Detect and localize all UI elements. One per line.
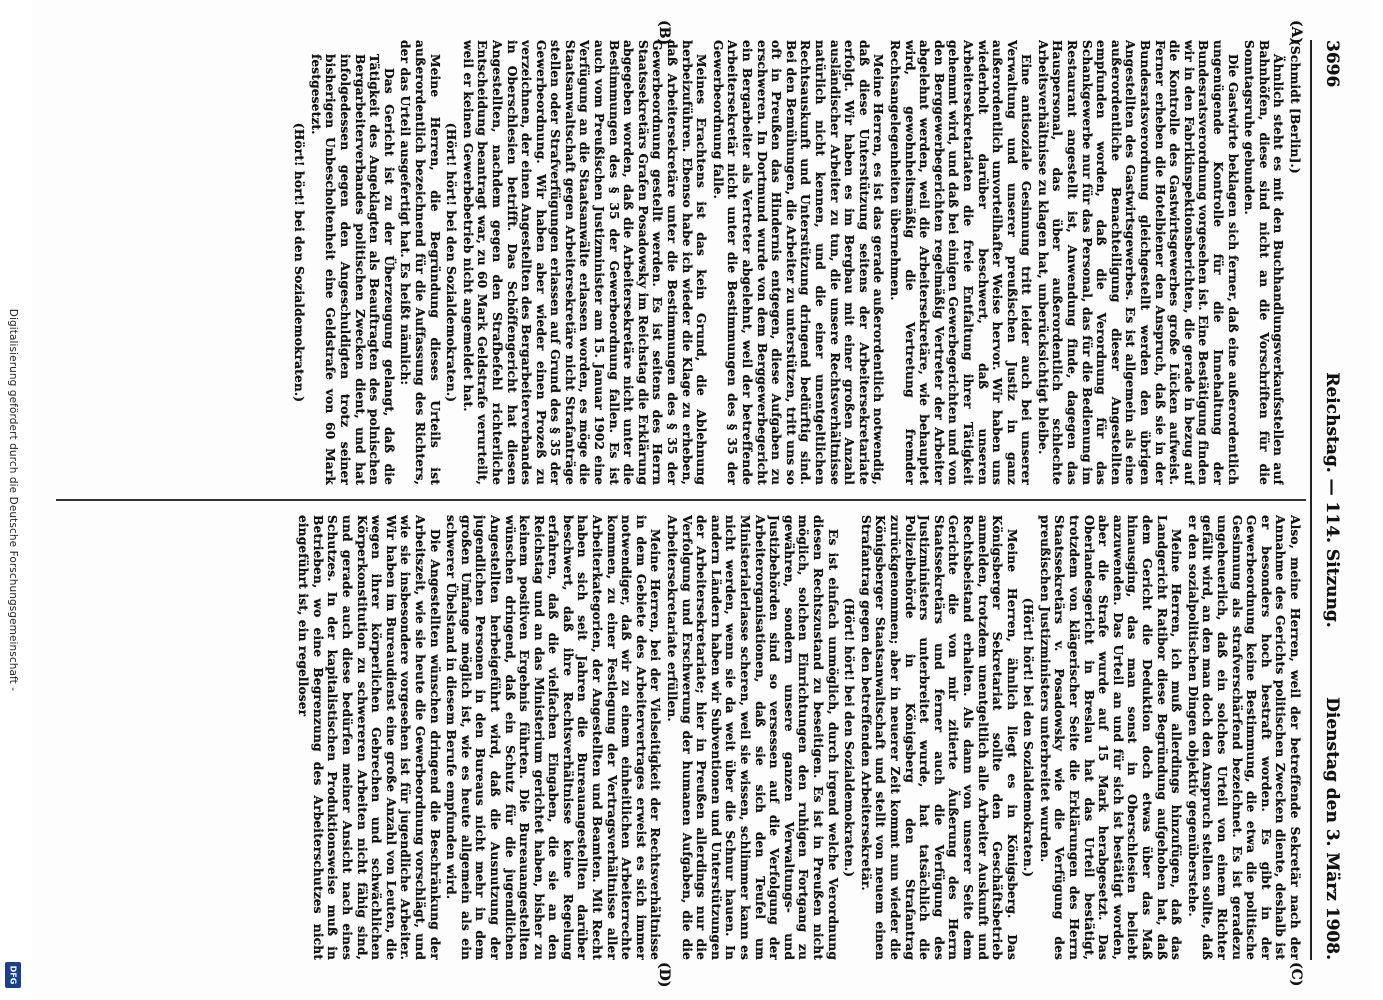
digitization-strip [0, 0, 26, 1000]
scanned-page-viewport [32, 0, 1372, 1000]
left-column [62, 40, 1302, 485]
margin-marker-a: (A) [1288, 20, 1304, 45]
rotated-page [32, 0, 1372, 1000]
paragraph: Meine Herren, es ist das gerade außerordentlich notwendig, daß diese Unterstützung seitens der Arbeitersekretariate erfolgt. Wir haben es im Bergbau mit einer großen Anzahl ausländischer Arbeiter zu tun, die unsere Rechtsverhältnisse natürlich nicht kennen, und die einer unentgeltlichen Rechtsauskunft und Unterstützung dringend bedürftig sind. Bei den Bemühungen, die Arbeiter zu unterstützen, tritt uns so oft in Preußen das Hindernis entgegen, diese Aufgaben zu erschweren. In Dortmund wurde von dem Berggewerbegericht ein Bergarbeiter als Vertreter abgelehnt, weil der betreffende Arbeitersekretär nicht unter die Bestimmungen des § 35 der Gewerbeordnung falle. [710, 40, 886, 485]
interjection: (Hört! hört! bei den Sozialdemokraten.) [1021, 597, 1036, 878]
dfg-logo-text: DFG [8, 965, 18, 985]
page-number: 3696 [1322, 40, 1342, 88]
paragraph: Die Gastwirte beklagen sich ferner, daß eine außerordentlich ungenügende Kontrolle für die Innehaltung der Bundesratsverordnung vorgesehen ist. Eine Bestätigung finden wir in den Fabrikinspektionsberichten, die gerade in bezug auf die Kontrolle des Gastwirtsgewerbes große Lücken aufweist. Ferner erheben die Hotelbiener den Anspruch, daß sie in der Bundesratsverordnung gleichgestellt werden den übrigen Angestellten des Gastwirtsgewerbes. Es ist allgemein als eine außerordentliche Benachteiligung dieser Angestellten empfunden worden, daß die Verordnung für das Schankgewerbe nur für das Personal, das für die Bedienung im Restaurant angestellt ist, Anwendung finde, dagegen das Hauspersonal, das über außerordentlich schlechte Arbeitsverhältnisse zu klagen hat, unberücksichtigt bleibe. [1035, 40, 1240, 485]
interjection: (Hört! hört! bei den Sozialdemokraten.) [842, 597, 857, 878]
margin-marker-c: (C) [1288, 962, 1304, 987]
paragraph: Die Angestellten wünschen dringend die Beschränkung der Arbeitszeit, wie sie heute die Gewerbeordnung vorschlägt, und wie sie insbesondere vorgesehen ist für jugendliche Arbeiter. Wir haben im Bureaudienst eine große Anzahl von Leuten, die wegen ihrer körperlichen Gebrechen und schwächlichen Körperkonstitution zu schwereren Arbeiten nicht fähig sind, und gerade auch diese bedürfen meiner Ansicht nach eines Schutzes. In der kapitalistischen Produktionsweise muß in Betrieben, wo eine Begrenzung des Arbeiterschutzes nicht eingeführt ist, ein regelloser [296, 515, 442, 960]
paragraph: Meine Herren, ähnlich liegt es in Königsberg. Das Königsberger Sekretariat sollte den Geschäftsbetrieb anmelden, trotzdem unentgeltlich alle Arbeiter Auskunft und Rechtsbeistand erhalten. Als dann von unserer Seite dem Gerichte die von mir zitierte Äußerung des Herrn Staatssekretärs und ferner auch die Verfügung des Justizministers unterbreitet wurde, hat tatsächlich die Polizeibehörde in Königsberg den Strafantrag zurückgenommen; aber in neuerer Zeit kommt nun wieder die Königsberger Staatsanwaltschaft und stellt von neuem einen Strafantrag gegen den betreffenden Arbeitersekretär. [858, 515, 1019, 960]
digitization-credit: Digitalisierung gefördert durch die Deutsche Forschungsgemeinschaft - [7, 308, 19, 692]
page-header [1314, 40, 1350, 960]
dfg-logo [5, 962, 21, 988]
paragraph: Meines Erachtens ist das kein Grund, die Ablehnung herbeizuführen. Ebenso habe ich wieder die Klage zu erheben, daß Arbeitersekretäre unter die Bestimmungen des § 35 der Gewerbeordnung gestellt werden. Es ist seitens des Herrn Staatssekretärs Grafen Posadowsky im Reichstag die Erklärung abgegeben worden, daß die Arbeitersekretäre nicht unter die Bestimmungen des § 35 der Gewerbeordnung fallen. Es ist auch vom Preußischen Justizminister am 15. Januar 1902 eine Verfügung an die Staatsanwälte erlassen worden, es möge die Staatsanwaltschaft gegen Arbeitersekretäre nicht Strafanträge stellen oder Strafverfügungen erlassen auf Grund des § 35 der Gewerbeordnung. Wir haben aber wieder einen Prozeß zu verzeichnen, der einen Angestellten des Bergarbeiterverbandes in Oberschlesien betrifft. Das Schöffengericht hat diesen Angestellten, nachdem gegen den Strafbefehl richterliche Entscheidung beantragt war, zu 60 Mark Geldstrafe verurteilt, weil er keinen Gewerbebetrieb nicht angemeldet hat. [460, 40, 709, 485]
margin-marker-d: (D) [656, 962, 672, 988]
column-divider [56, 499, 1306, 501]
paragraph: Meine Herren, bei der Vielseitigkeit der Rechtsverhältnisse in dem Gebiete des Arbeitervertrages erweist es sich immer notwendiger, daß wir zu einem einheitlichen Arbeiterrechte kommen, zu einer Festlegung der Vertragsverhältnisse aller Arbeiterkategorien, der Angestellten und Beamten. Mit Recht haben sich seit Jahren die Bureauangestellten darüber beschwert, daß ihre Rechtsverhältnisse keine Regelung erfahren, daß die vielfachen Eingaben, die sie an den Reichstag und an das Ministerium gerichtet haben, bisher zu keinem positiven Ergebnis führten. Die Bureauangestellten wünschen dringend, daß ein Schutz für die jugendlichen Angestellten herbeigeführt wird, daß die Ausnutzung der jugendlichen Personen in den Bureaus nicht mehr in dem großen Umfange möglich ist, wie es heute allgemein als ein schwerer Übelstand in diesem Berufe empfunden wird. [444, 515, 663, 960]
paragraph: Also, meine Herren, weil der betreffende Sekretär nach der Annahme des Gerichts politischen Zwecken diente, deshalb ist er besonders hoch bestraft worden. Es gibt in der Gewerbeordnung keine Bestimmung, die etwa die politische Gesinnung als strafverschärfend bezeichnet. Es ist geradezu ungeheuerlich, daß ein solches Urteil von einem Richter gefällt wird, an den man doch den Anspruch stellen sollte, daß er den sozialpolitischen Dingen objektiv gegenüberstehe. [1185, 515, 1302, 960]
paragraph: Meine Herren, die Begründung dieses Urteils ist außerordentlich bezeichnend für die Auffassung des Richters, der das Urteil ausgefertigt hat. Es heißt nämlich: [398, 40, 442, 485]
right-column [62, 515, 1302, 960]
paragraph: Meine Herren, ich muß allerdings hinzufügen, daß das Landgericht Ratibor diese Begründung aufgehoben hat, daß dem Gericht die Deduktion doch etwas über das Maß hinausging, das man sonst in Oberschlesien beliebt anzuwenden. Das Urteil an und für sich ist bestätigt worden, aber die Strafe wurde auf 15 Mark herabgesetzt. Das Oberlandesgericht in Breslau hat das Urteil bestätigt, trotzdem von klägerischer Seite die Erklärungen des Herrn Staatssekretärs v. Posadowsky wie die Verfügung des preußischen Justizministers unterbreitet wurden. [1037, 515, 1184, 960]
paragraph: Ähnlich steht es mit den Buchhandlungsverkaufsstellen auf Bahnhöfen, diese sind nicht an die Vorschriften für die Sonntagsruhe gebunden. [1242, 40, 1286, 485]
paragraph: (Schmidt [Berlin].) [1288, 40, 1302, 174]
header-rule [1310, 40, 1312, 960]
quotation: Das Gericht ist zu der Überzeugung gelangt, daß die Tätigkeit des Angeklagten als Beauftragten des polnischen Bergarbeiterverbandes politischen Zwecken dient, und hat infolgedessen gegen den Angeschuldigten trotz seiner bisherigen Unbescholtenheit eine Geldstrafe von 60 Mark festgesetzt. [308, 54, 396, 485]
paragraph: Eine antisoziale Gesinnung tritt leider auch bei unserer Verwaltung und unserer preußischen Justiz in ganz außerordentlich unvorteilhafter Weise hervor. Wir haben uns wiederholt darüber beschwert, daß unseren Arbeitersekretariaten die freie Entfaltung ihrer Tätigkeit gehemmt wird, und daß bei einigen Gewerbegerichten und von den Berggewerbegerichten regelmäßig Vertreter der Arbeiter abgelehnt werden, weil die Arbeitersekretäre, wie behauptet wird, gewohnheitsmäßig die Vertretung fremder Rechtsangelegenheiten übernehmen. [887, 40, 1034, 485]
session-date: Dienstag den 3. März 1908. [1322, 697, 1342, 960]
paragraph: Es ist einfach unmöglich, durch irgend welche Verordnung diesen Rechtszustand zu beseitigen. Es ist in Preußen nicht möglich, solchen Einrichtungen den ruhigen Fortgang zu gewähren, sondern unsere ganzen Verwaltungs- und Justizbehörden sind so versessen auf die Verfolgung der Arbeiterorganisationen, daß sie sich den Teufel um Ministerialerlasse scheren, weil sie wissen, schlimmer kann es nicht werden, wenn sie da weit über die Schnur hauen. In andern Ländern haben wir Subventionen und Unterstützungen der Arbeitersekretariate; hier in Preußen allerdings nur die Verfolgung und Erschwerung der humanen Aufgaben, die die Arbeitersekretariate erfüllen. [665, 515, 840, 960]
page-title: Reichstag. — 114. Sitzung. [1322, 372, 1342, 628]
interjection: (Hört! hört! bei den Sozialdemokraten.) [444, 122, 459, 403]
interjection: (Hört! hört! bei den Sozialdemokraten.) [292, 122, 307, 403]
margin-marker-b: (B) [656, 20, 672, 46]
